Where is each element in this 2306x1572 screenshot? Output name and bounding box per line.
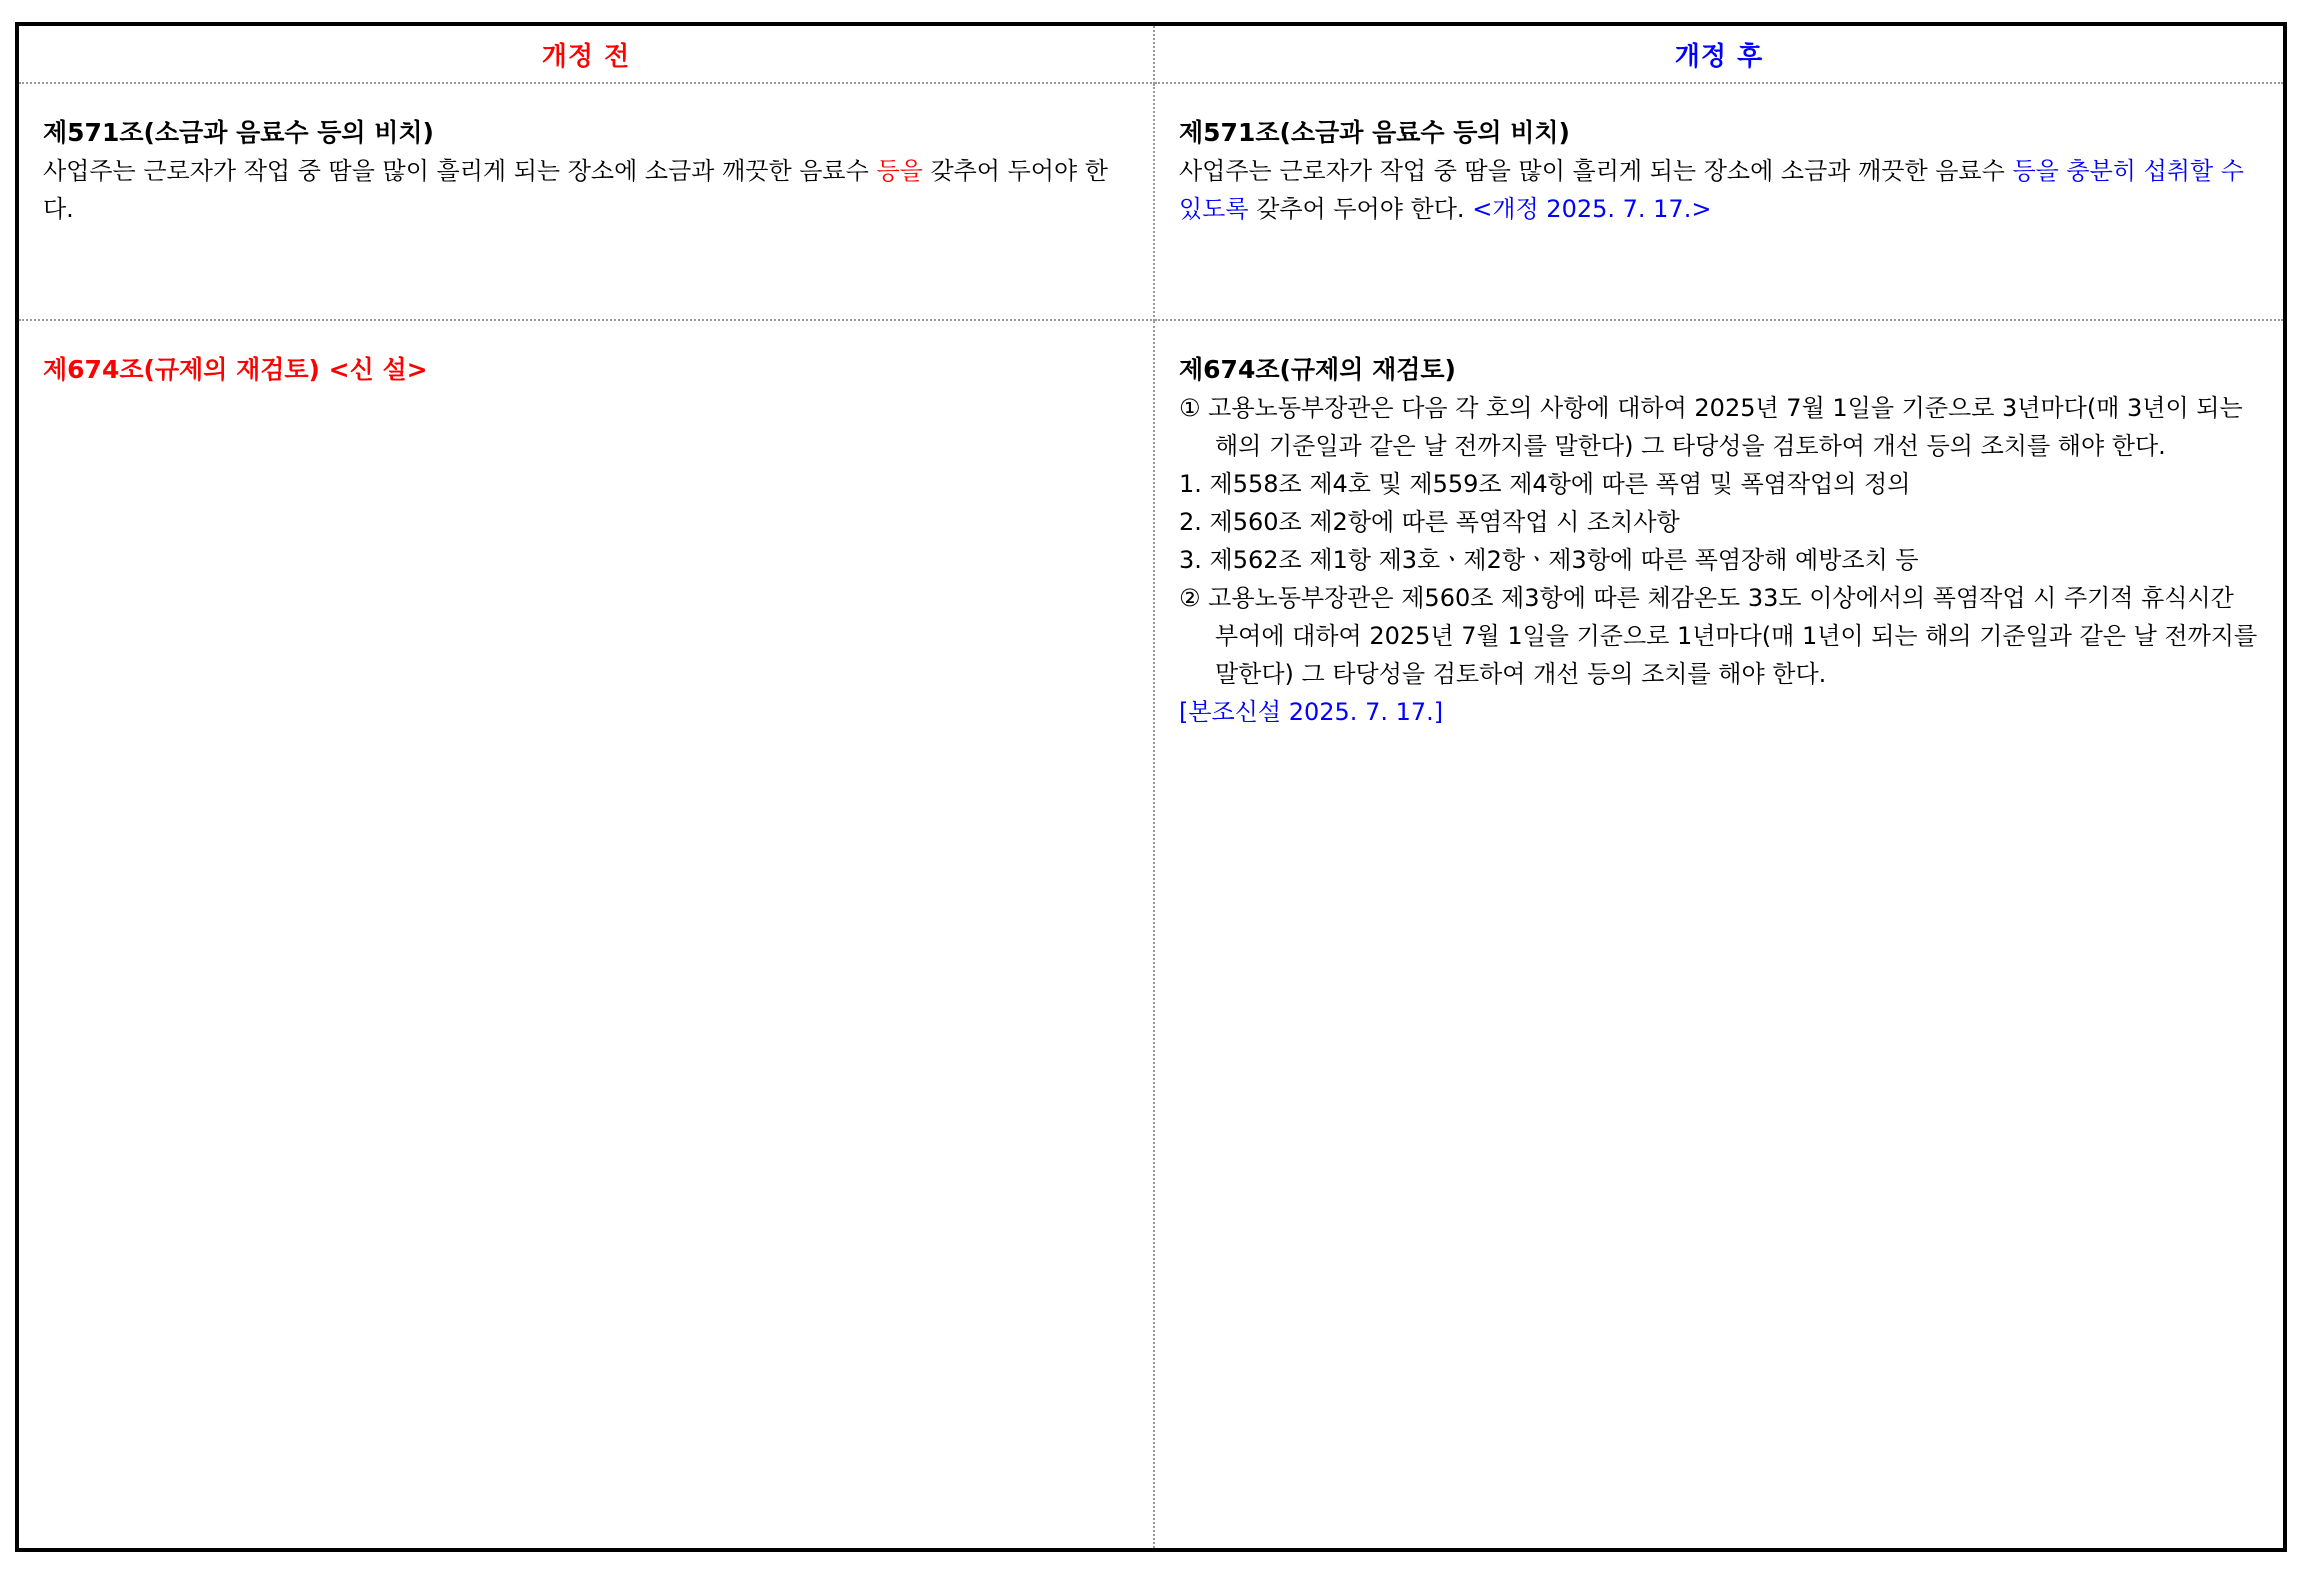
article-571-changed-after: 등을 충분히 섭취할 수 있도록 bbox=[1179, 157, 2244, 223]
article-571-text-after-b: 갖추어 두어야 한다. bbox=[1248, 195, 1473, 223]
article-571-text-before-b: 갖추어 두어야 한다. bbox=[43, 157, 1108, 223]
article-571-text-before-a: 사업주는 근로자가 작업 중 땀을 많이 흘리게 되는 장소에 소금과 깨끗한 음료수 bbox=[43, 157, 877, 185]
header-before-label: 개정 전 bbox=[541, 41, 631, 72]
article-674-item-2: 2. 제560조 제2항에 따른 폭염작업 시 조치사항 bbox=[1179, 508, 1680, 536]
header-after bbox=[1155, 26, 2283, 84]
article-571-text-before bbox=[43, 152, 1133, 228]
article-674-paragraph-1: ① 고용노동부장관은 다음 각 호의 사항에 대하여 2025년 7월 1일을 기준으로 3년마다(매 3년이 되는 해의 기준일과 같은 날 전까지를 말한다) 그 타당성을 검토하여 개선 등의 조치를 해야 한다. bbox=[1179, 394, 2243, 460]
header-after-label: 개정 후 bbox=[1674, 41, 1764, 72]
header-before bbox=[19, 26, 1155, 84]
new-article-note: [본조신설 2025. 7. 17.] bbox=[1179, 698, 1444, 726]
article-571-changed-before: 등을 bbox=[876, 157, 923, 185]
article-674-item-3: 3. 제562조 제1항 제3호ㆍ제2항ㆍ제3항에 따른 폭염장해 예방조치 등 bbox=[1179, 546, 1919, 574]
article-571-title-after: 제571조(소금과 음료수 등의 비치) bbox=[1179, 118, 1570, 147]
article-674-item-1: 1. 제558조 제4호 및 제559조 제4항에 따른 폭염 및 폭염작업의 정의 bbox=[1179, 470, 1911, 498]
article-571-text-after bbox=[1179, 152, 2263, 228]
article-571-text-after-a: 사업주는 근로자가 작업 중 땀을 많이 흘리게 되는 장소에 소금과 깨끗한 음료수 bbox=[1179, 157, 2013, 185]
article-674-title-after: 제674조(규제의 재검토) bbox=[1179, 355, 1456, 384]
article-674-paragraph-2: ② 고용노동부장관은 제560조 제3항에 따른 체감온도 33도 이상에서의 폭염작업 시 주기적 휴식시간 부여에 대하여 2025년 7월 1일을 기준으로 1년마다(매 1년이 되는 해의 기준일과 같은 날 전까지를 말한다) 그 타당성을 검토하여 개선 등의 조치를 해야 한다. bbox=[1179, 584, 2258, 688]
row2-after-cell bbox=[1155, 321, 2283, 1548]
amendment-note: <개정 2025. 7. 17.> bbox=[1472, 195, 1712, 223]
comparison-table bbox=[15, 22, 2287, 1552]
row2-before-cell bbox=[19, 321, 1155, 1548]
article-674-title-before: 제674조(규제의 재검토) <신 설> bbox=[43, 355, 428, 384]
row1-before-cell bbox=[19, 84, 1155, 321]
article-571-title-before: 제571조(소금과 음료수 등의 비치) bbox=[43, 118, 434, 147]
row1-after-cell bbox=[1155, 84, 2283, 321]
